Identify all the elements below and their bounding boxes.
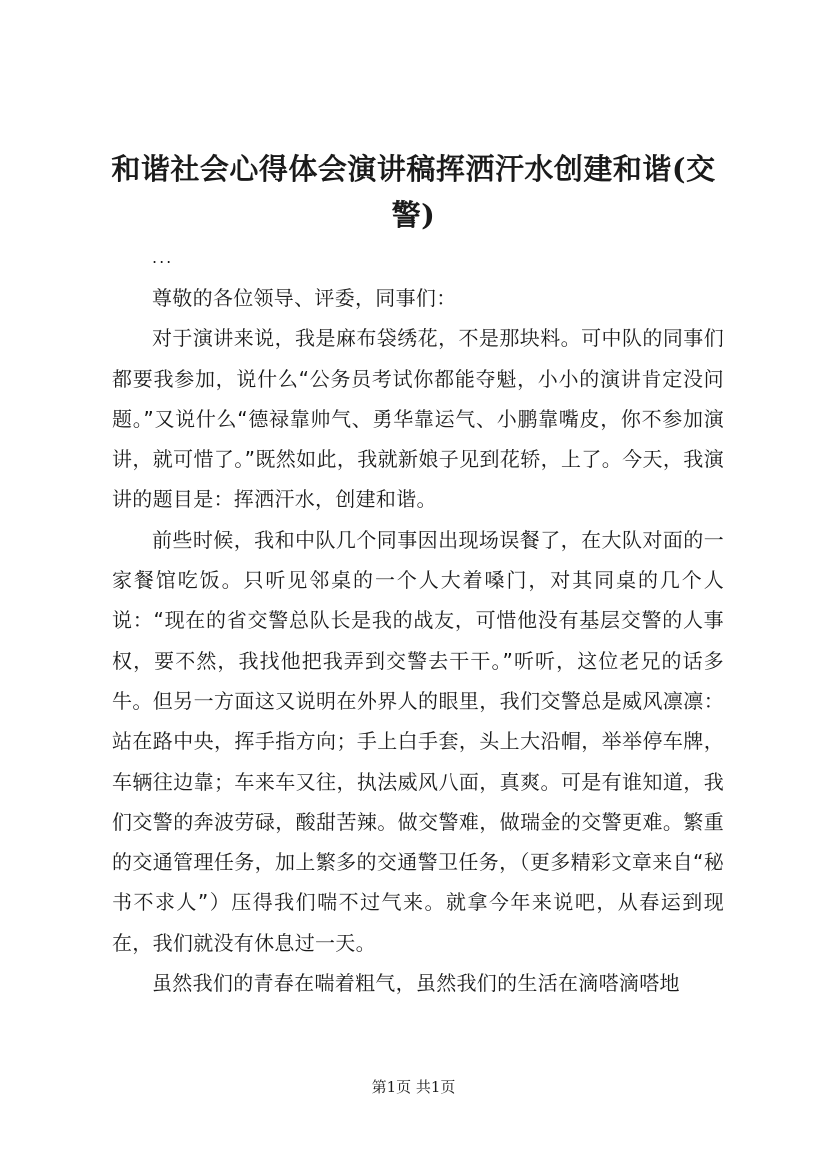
ellipsis-paragraph: ... (152, 248, 174, 267)
document-body (112, 242, 724, 1003)
salutation-paragraph: 尊敬的各位领导、评委，同事们： (152, 286, 457, 310)
body-paragraph: 前些时候，我和中队几个同事因出现场误餐了，在大队对面的一家餐馆吃饭。只听见邻桌的一个人大着嗓门，对其同桌的几个人说：“现在的省交警总队长是我的战友，可惜他没有基层交警的人事权，要不然，我找他把我弄到交警去干干。”听听，这位老兄的话多牛。但另一方面这又说明在外界人的眼里，我们交警总是威风凛凛：站在路中央，挥手指方向；手上白手套，头上大沿帽，举举停车牌，车辆往边靠；车来车又往，执法威风八面，真爽。可是有谁知道，我们交警的奔波劳碌，酸甜苦辣。做交警难，做瑞金的交警更难。繁重的交通管理任务，加上繁多的交通警卫任务，（更多精彩文章来自“秘书不求人”）压得我们喘不过气来。就拿今年来说吧，从春运到现在，我们就没有休息过一天。 (112, 527, 724, 955)
body-paragraph: 虽然我们的青春在喘着粗气，虽然我们的生活在滴嗒滴嗒地 (152, 971, 680, 996)
document-title: 和谐社会心得体会演讲稿挥洒汗水创建和谐(交警) (111, 152, 716, 232)
page-number-footer: 第1页 共1页 (371, 1078, 456, 1096)
body-paragraph: 对于演讲来说，我是麻布袋绣花，不是那块料。可中队的同事们都要我参加，说什么“公务员考试你都能夺魁，小小的演讲肯定没问题。”又说什么“德禄靠帅气、勇华靠运气、小鹏靠嘴皮，你不参加演讲，就可惜了。”既然如此，我就新娘子见到花轿，上了。今天，我演讲的题目是：挥洒汗水，创建和谐。 (112, 326, 724, 512)
